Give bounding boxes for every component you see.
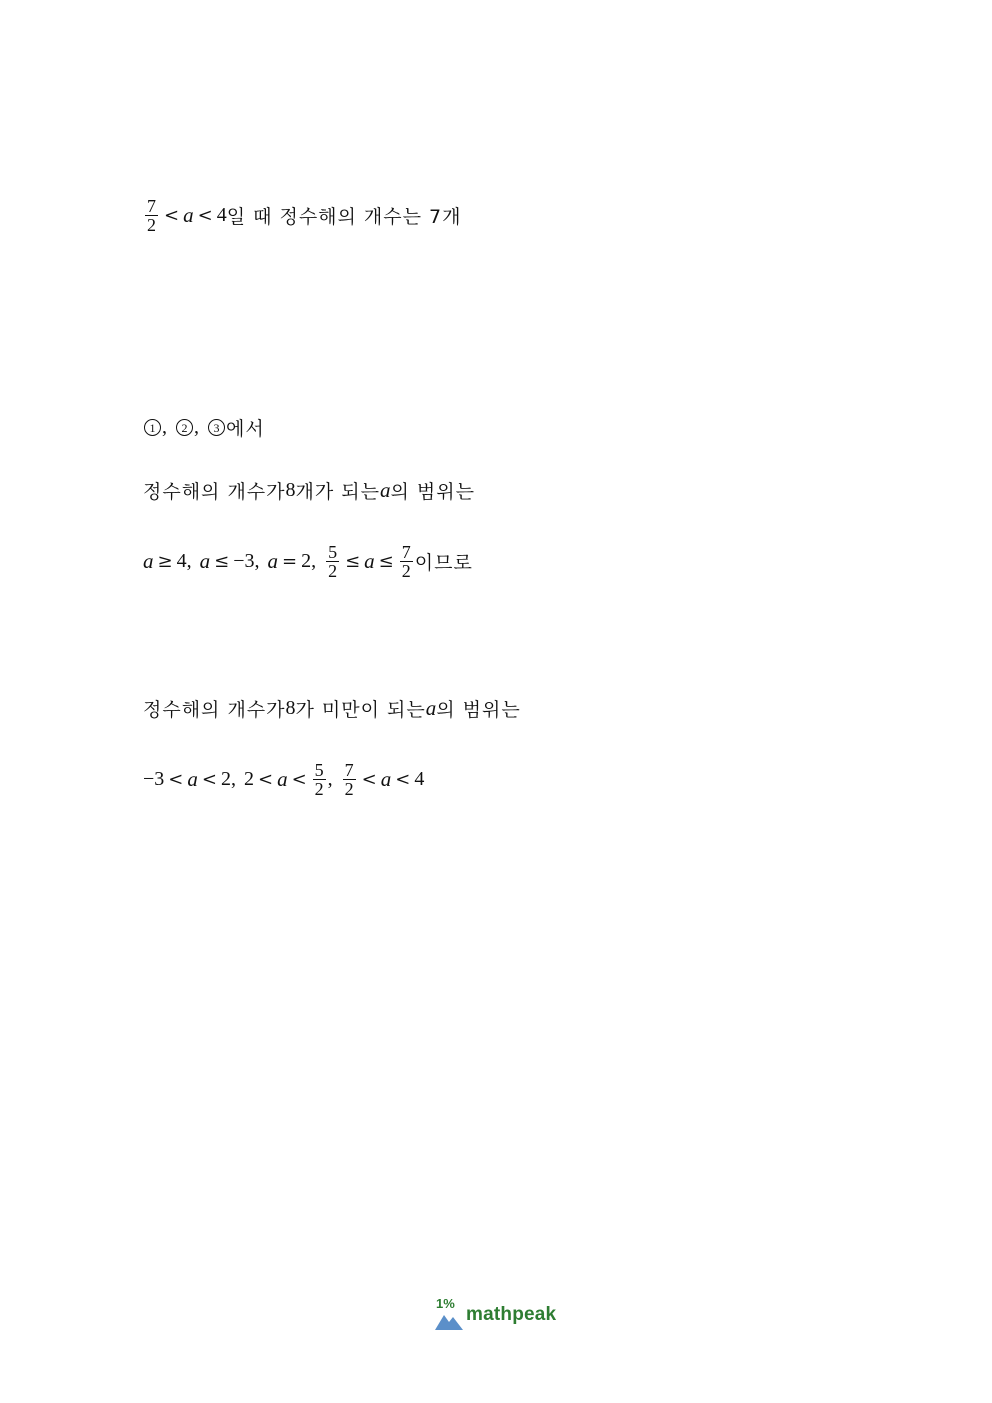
number: 2 — [220, 768, 231, 790]
circled-number-3: 3 — [208, 419, 225, 436]
korean-text: 일 때 정수해의 개수는 7개 — [226, 206, 462, 228]
fraction-numerator: 7 — [401, 542, 411, 562]
less-than-symbol: < — [164, 205, 180, 226]
korean-text: 가 미만이 되는 — [295, 699, 426, 721]
variable-a: a — [364, 549, 375, 573]
fraction-7-over-2 — [343, 761, 356, 798]
fraction-5-over-2 — [313, 761, 326, 798]
less-equal-symbol: ≤ — [345, 551, 361, 572]
variable-a: a — [199, 549, 211, 573]
mountain-icon — [435, 1312, 463, 1330]
less-than-symbol: < — [361, 769, 377, 790]
less-than-symbol: < — [168, 769, 184, 790]
comma: , — [162, 416, 167, 438]
number: 4 — [176, 550, 187, 572]
variable-a: a — [380, 767, 392, 791]
solution-line-5 — [143, 695, 521, 722]
less-than-symbol: < — [201, 769, 217, 790]
fraction-7-over-2 — [145, 197, 158, 234]
number: −3 — [143, 768, 165, 790]
mathpeak-logo — [435, 1296, 570, 1336]
less-than-symbol: < — [197, 205, 213, 226]
number: 2 — [301, 550, 312, 572]
fraction-numerator: 7 — [344, 760, 354, 780]
number: 8 — [285, 479, 296, 501]
comma: , — [254, 550, 260, 572]
solution-line-1 — [143, 197, 461, 234]
number: 8 — [285, 697, 296, 719]
fraction-7-over-2 — [400, 543, 413, 580]
equals-symbol: = — [281, 551, 298, 572]
solution-line-3 — [143, 477, 475, 504]
variable-a: a — [143, 549, 154, 573]
less-equal-symbol: ≤ — [214, 551, 230, 572]
less-than-symbol: < — [395, 769, 411, 790]
logo-percent-text: 1% — [436, 1296, 455, 1311]
number: 2 — [243, 768, 254, 790]
fraction-5-over-2 — [326, 543, 339, 580]
variable-a: a — [187, 767, 198, 791]
variable-a: a — [267, 549, 278, 573]
solution-line-4 — [143, 543, 473, 580]
number: −3 — [233, 550, 255, 572]
less-than-symbol: < — [257, 769, 274, 790]
comma: , — [230, 768, 236, 790]
fraction-denominator: 2 — [344, 779, 354, 799]
variable-a: a — [380, 478, 391, 502]
variable-a: a — [183, 203, 194, 227]
logo-wordmark: mathpeak — [466, 1304, 557, 1325]
fraction-denominator: 2 — [328, 561, 338, 581]
korean-text: 이므로 — [414, 552, 473, 574]
fraction-denominator: 2 — [314, 779, 324, 799]
korean-text: 정수해의 개수가 — [143, 481, 286, 503]
korean-text: 개가 되는 — [295, 481, 380, 503]
number: 4 — [216, 204, 227, 226]
comma: , — [194, 416, 199, 438]
korean-text: 의 범위는 — [436, 699, 521, 721]
fraction-numerator: 5 — [328, 542, 338, 562]
comma: , — [186, 550, 192, 572]
greater-equal-symbol: ≥ — [157, 551, 173, 572]
solution-line-2 — [143, 414, 265, 441]
number: 4 — [414, 768, 425, 790]
comma: , — [327, 768, 333, 790]
korean-text: 정수해의 개수가 — [143, 699, 286, 721]
fraction-denominator: 2 — [147, 215, 156, 235]
korean-text: 에서 — [226, 418, 265, 440]
variable-a: a — [277, 767, 288, 791]
korean-text: 의 범위는 — [390, 481, 475, 503]
circled-number-2: 2 — [176, 419, 193, 436]
circled-number-1: 1 — [144, 419, 161, 436]
fraction-denominator: 2 — [401, 561, 411, 581]
variable-a: a — [425, 696, 437, 720]
fraction-numerator: 5 — [314, 760, 324, 780]
less-than-symbol: < — [291, 769, 307, 790]
fraction-numerator: 7 — [147, 196, 156, 216]
comma: , — [311, 550, 317, 572]
solution-line-6 — [143, 761, 424, 798]
less-equal-symbol: ≤ — [378, 551, 394, 572]
